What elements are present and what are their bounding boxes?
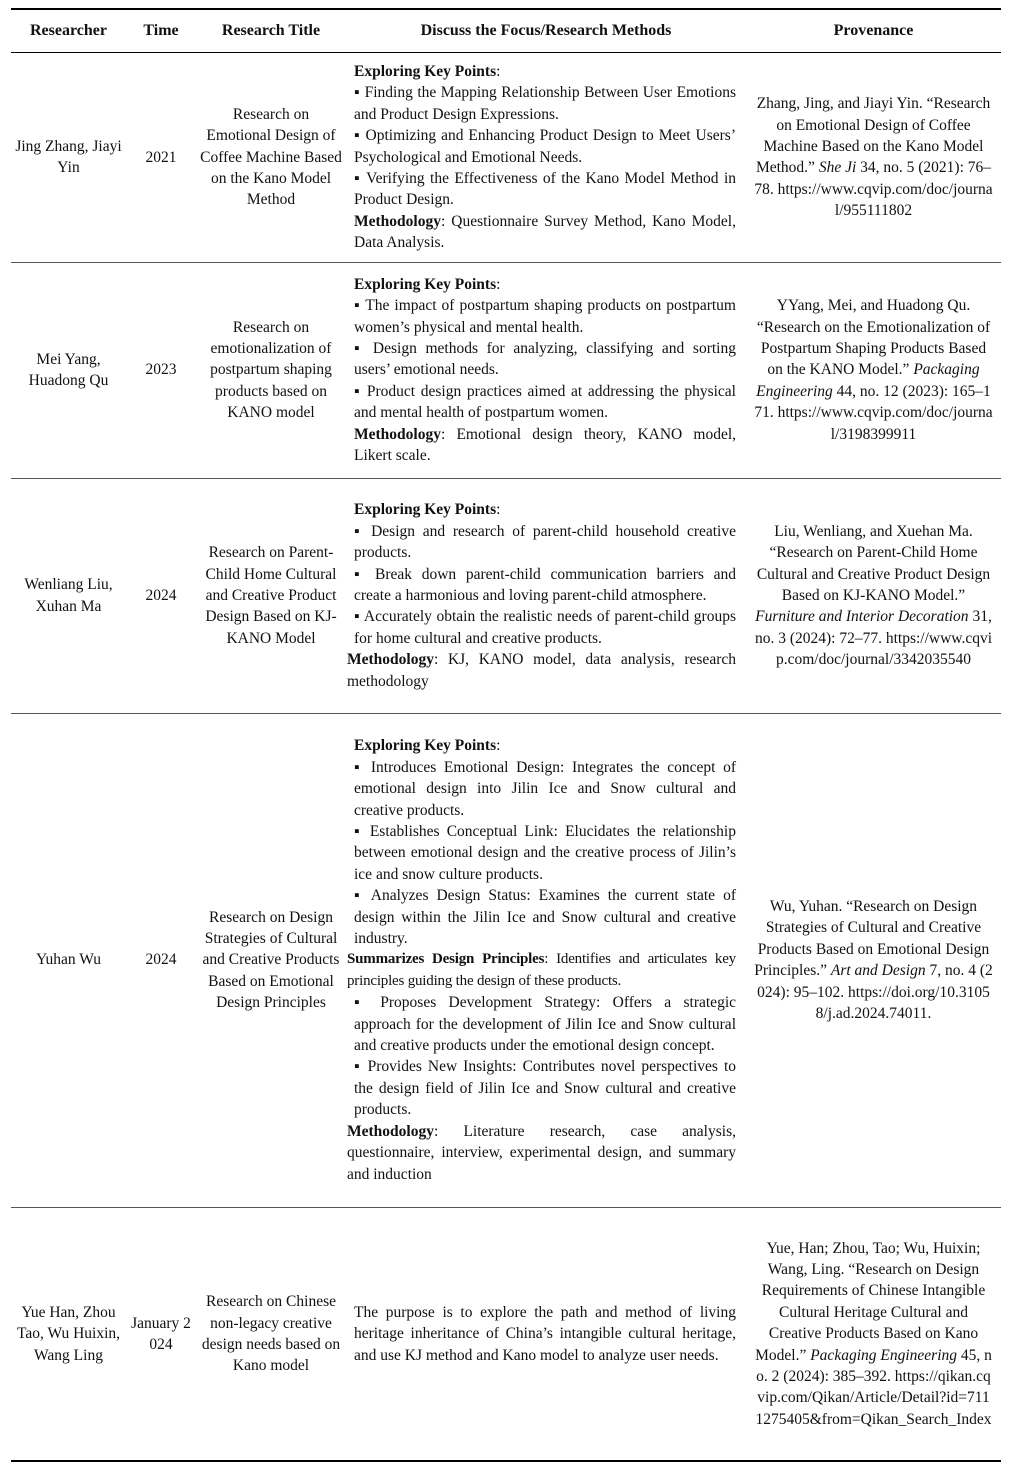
focus-bullet: ▪ Verifying the Effectiveness of the Kano Model Method in Product Design. bbox=[354, 170, 736, 209]
focus-item-label: ▪ Introduces Emotional Design: bbox=[354, 758, 565, 776]
title-cell: Research on Parent-Child Home Cultural and Creative Product Design Based on KJ-KANO Model bbox=[196, 478, 346, 713]
focus-item-text: Elucidates the relationship between emotional design and the creative process of Jilin’s ice and snow culture products. bbox=[354, 823, 736, 883]
focus-cell: Exploring Key Points: ▪ The impact of postpartum shaping products on postpartum women’s physical and mental health. ▪ Design methods for analyzing, classifying and sorting users’ emotional needs. ▪ Product design practices aimed at addressing the physical and mental health of postpartum women. Methodology: Emotional design theory, KANO model, Likert scale. bbox=[346, 262, 746, 478]
provenance-cell bbox=[746, 262, 1001, 478]
title-cell: Research on emotionalization of postpartum shaping products based on KANO model bbox=[196, 262, 346, 478]
focus-cell: Exploring Key Points: ▪ Finding the Mapping Relationship Between User Emotions and Product Design Expressions. ▪ Optimizing and Enhancing Product Design to Meet Users’ Psychological and Emotional Needs. ▪ Verifying the Effectiveness of the Kano Model Method in Product Design. Methodology: Questionnaire Survey Method, Kano Model, Data Analysis. bbox=[346, 53, 746, 263]
focus-heading: Exploring Key Points bbox=[354, 737, 497, 755]
literature-review-table-page bbox=[11, 8, 1001, 1462]
focus-bullet: ▪ The impact of postpartum shaping products on postpartum women’s physical and mental health. bbox=[354, 297, 736, 336]
provenance-details: 31, no. 3 (2024): 72–77. https://www.cqvip.com/doc/journal/3342035540 bbox=[754, 608, 993, 669]
focus-heading: Exploring Key Points bbox=[354, 275, 497, 293]
time-cell: 2021 bbox=[126, 53, 196, 263]
method-label: Methodology bbox=[354, 212, 441, 230]
focus-item bbox=[354, 992, 736, 1056]
focus-item-text: Integrates the concept of emotional design into Jilin Ice and Snow cultural and creative products. bbox=[354, 758, 736, 819]
time-cell: 2023 bbox=[126, 262, 196, 478]
header-researcher: Researcher bbox=[11, 9, 126, 53]
focus-item-label: ▪ Provides New Insights: bbox=[354, 1058, 517, 1076]
research-table bbox=[11, 8, 1001, 1462]
provenance-journal: She Ji bbox=[818, 159, 857, 177]
provenance-journal: Packaging Engineering bbox=[756, 361, 980, 400]
focus-item-label: ▪ Analyzes Design Status: bbox=[354, 887, 531, 905]
title-cell: Research on Design Strategies of Cultural and Creative Products Based on Emotional Design Principles bbox=[196, 713, 346, 1207]
provenance-details: 34, no. 5 (2021): 76–78. https://www.cqvip.com/doc/journal/955111802 bbox=[754, 159, 993, 220]
title-cell: Research on Emotional Design of Coffee Machine Based on the Kano Model Method bbox=[196, 53, 346, 263]
focus-cell: Exploring Key Points: ▪ Design and research of parent-child household creative products. ▪ Break down parent-child communication barriers and create a harmonious and loving parent-child atmosphere. ▪ Accurately obtain the realistic needs of parent-child groups for home cultural and creative products. Methodology: KJ, KANO model, data analysis, research methodology bbox=[346, 478, 746, 713]
provenance-citation: YYang, Mei, and Huadong Qu. “Research on the Emotionalization of Postpartum Shaping Products Based on the KANO Model.” bbox=[756, 297, 991, 379]
researcher-cell: Yuhan Wu bbox=[11, 713, 126, 1207]
header-provenance: Provenance bbox=[746, 9, 1001, 53]
focus-heading: Exploring Key Points bbox=[354, 63, 497, 80]
table-header-row bbox=[11, 9, 1001, 53]
focus-item-text: Offers a strategic approach for the development of Jilin Ice and Snow cultural and creative products under the emotional design concept. bbox=[354, 994, 737, 1055]
focus-item bbox=[354, 1056, 736, 1120]
focus-heading: Exploring Key Points bbox=[354, 501, 497, 519]
focus-bullet: ▪ Finding the Mapping Relationship Between User Emotions and Product Design Expressions. bbox=[354, 84, 736, 123]
focus-item-label: ▪ Establishes Conceptual Link: bbox=[354, 823, 558, 841]
focus-item bbox=[354, 885, 736, 949]
method-label: Methodology bbox=[347, 651, 434, 669]
researcher-cell: Jing Zhang, Jiayi Yin bbox=[11, 53, 126, 263]
provenance-citation: Liu, Wenliang, and Xuehan Ma. “Research on Parent-Child Home Cultural and Creative Product Design Based on KJ-KANO Model.” bbox=[756, 522, 991, 604]
researcher-cell: Yue Han, Zhou Tao, Wu Huixin, Wang Ling bbox=[11, 1207, 126, 1461]
focus-bullet: ▪ Design methods for analyzing, classifying and sorting users’ emotional needs. bbox=[354, 340, 736, 379]
provenance-citation: Zhang, Jing, and Jiayi Yin. “Research on Emotional Design of Coffee Machine Based on the Kano Model Method.” bbox=[755, 95, 991, 177]
provenance-cell bbox=[746, 53, 1001, 263]
time-cell: 2024 bbox=[126, 478, 196, 713]
provenance-cell bbox=[746, 1207, 1001, 1461]
focus-bullet: ▪ Break down parent-child communication barriers and create a harmonious and loving parent-child atmosphere. bbox=[354, 565, 736, 604]
focus-cell: Exploring Key Points: ▪ Introduces Emotional Design: Integrates the concept of emotional design into Jilin Ice and Snow cultural and creative products. ▪ Establishes Conceptual Link: Elucidates the relationship between emotional design and the creative process of Jilin’s ice and snow culture products. ▪ Analyzes Design Status: Examines the current state of design within the Jilin Ice and Snow cultural and creative industry. Summarizes Design Principles: Identifies and articulates key principles guiding the design of these products. ▪ Proposes Development Strategy: Offers a strategic approach for the development of Jilin Ice and Snow cultural and creative products under the emotional design concept. ▪ Provides New Insights: Contributes novel perspectives to the design field of Jilin Ice and Snow cultural and creative products. Methodology: Literature research, case analysis, questionnaire, interview, experimental design, and summary and induction bbox=[346, 713, 746, 1207]
focus-bullet: ▪ Design and research of parent-child household creative products. bbox=[354, 522, 736, 562]
table-row bbox=[11, 478, 1001, 713]
focus-bullet: ▪ Optimizing and Enhancing Product Design to Meet Users’ Psychological and Emotional Needs. bbox=[354, 127, 736, 166]
provenance-journal: Art and Design bbox=[830, 962, 926, 980]
provenance-details: 45, no. 2 (2024): 385–392. https://qikan.cqvip.com/Qikan/Article/Detail?id=7111275405&from=Qikan_Search_Index bbox=[755, 1346, 992, 1428]
provenance-citation: Wu, Yuhan. “Research on Design Strategies of Cultural and Creative Products Based on Emotional Design Principles.” bbox=[754, 897, 990, 980]
focus-item bbox=[354, 757, 736, 821]
researcher-cell: Wenliang Liu, Xuhan Ma bbox=[11, 478, 126, 713]
provenance-cell bbox=[746, 478, 1001, 713]
method-label: Methodology bbox=[354, 425, 441, 443]
focus-item-text: Examines the current state of design within the Jilin Ice and Snow cultural and creative industry. bbox=[354, 887, 736, 948]
focus-item bbox=[354, 821, 736, 885]
focus-item bbox=[347, 949, 736, 992]
time-cell: 2024 bbox=[126, 713, 196, 1207]
table-row bbox=[11, 262, 1001, 478]
method-text: Questionnaire Survey Method, Kano Model, Data Analysis. bbox=[354, 212, 736, 252]
time-cell: January 2024 bbox=[126, 1207, 196, 1461]
focus-item-label: Summarizes Design Principles bbox=[347, 951, 545, 968]
provenance-details: 44, no. 12 (2023): 165–171. https://www.cqvip.com/doc/journal/3198399911 bbox=[754, 382, 993, 443]
provenance-journal: Furniture and Interior Decoration bbox=[755, 608, 969, 626]
provenance-details: 7, no. 4 (2024): 95–102. https://doi.org/10.31058/j.ad.2024.74011. bbox=[757, 962, 993, 1022]
focus-bullet: ▪ Accurately obtain the realistic needs of parent-child groups for home cultural and creative products. bbox=[354, 608, 736, 647]
focus-bullet: ▪ Product design practices aimed at addressing the physical and mental health of postpartum women. bbox=[354, 382, 736, 422]
header-focus: Discuss the Focus/Research Methods bbox=[346, 9, 746, 53]
title-cell: Research on Chinese non-legacy creative design needs based on Kano model bbox=[196, 1207, 346, 1461]
method-text: Literature research, case analysis, questionnaire, interview, experimental design, and summary and induction bbox=[347, 1122, 736, 1183]
focus-item-text: : Identifies and articulates key principles guiding the design of these products. bbox=[347, 951, 736, 989]
header-title: Research Title bbox=[196, 9, 346, 53]
table-row bbox=[11, 713, 1001, 1207]
researcher-cell: Mei Yang, Huadong Qu bbox=[11, 262, 126, 478]
table-row bbox=[11, 53, 1001, 263]
method-text: KJ, KANO model, data analysis, research methodology bbox=[347, 651, 736, 690]
method-label: Methodology bbox=[347, 1122, 434, 1140]
focus-item-text: Contributes novel perspectives to the design field of Jilin Ice and Snow cultural and creative products. bbox=[354, 1058, 737, 1119]
provenance-journal: Packaging Engineering bbox=[810, 1346, 957, 1364]
method-text: Emotional design theory, KANO model, Likert scale. bbox=[354, 425, 737, 465]
focus-cell: The purpose is to explore the path and method of living heritage inheritance of China’s intangible cultural heritage, and use KJ method and Kano model to analyze user needs. bbox=[346, 1207, 746, 1461]
focus-item-label: ▪ Proposes Development Strategy: bbox=[354, 994, 601, 1012]
table-row bbox=[11, 1207, 1001, 1461]
provenance-cell bbox=[746, 713, 1001, 1207]
provenance-citation: Yue, Han; Zhou, Tao; Wu, Huixin; Wang, Ling. “Research on Design Requirements of Chinese Intangible Cultural Heritage Cultural and Creative Products Based on Kano Model.” bbox=[755, 1239, 986, 1364]
header-time: Time bbox=[126, 9, 196, 53]
